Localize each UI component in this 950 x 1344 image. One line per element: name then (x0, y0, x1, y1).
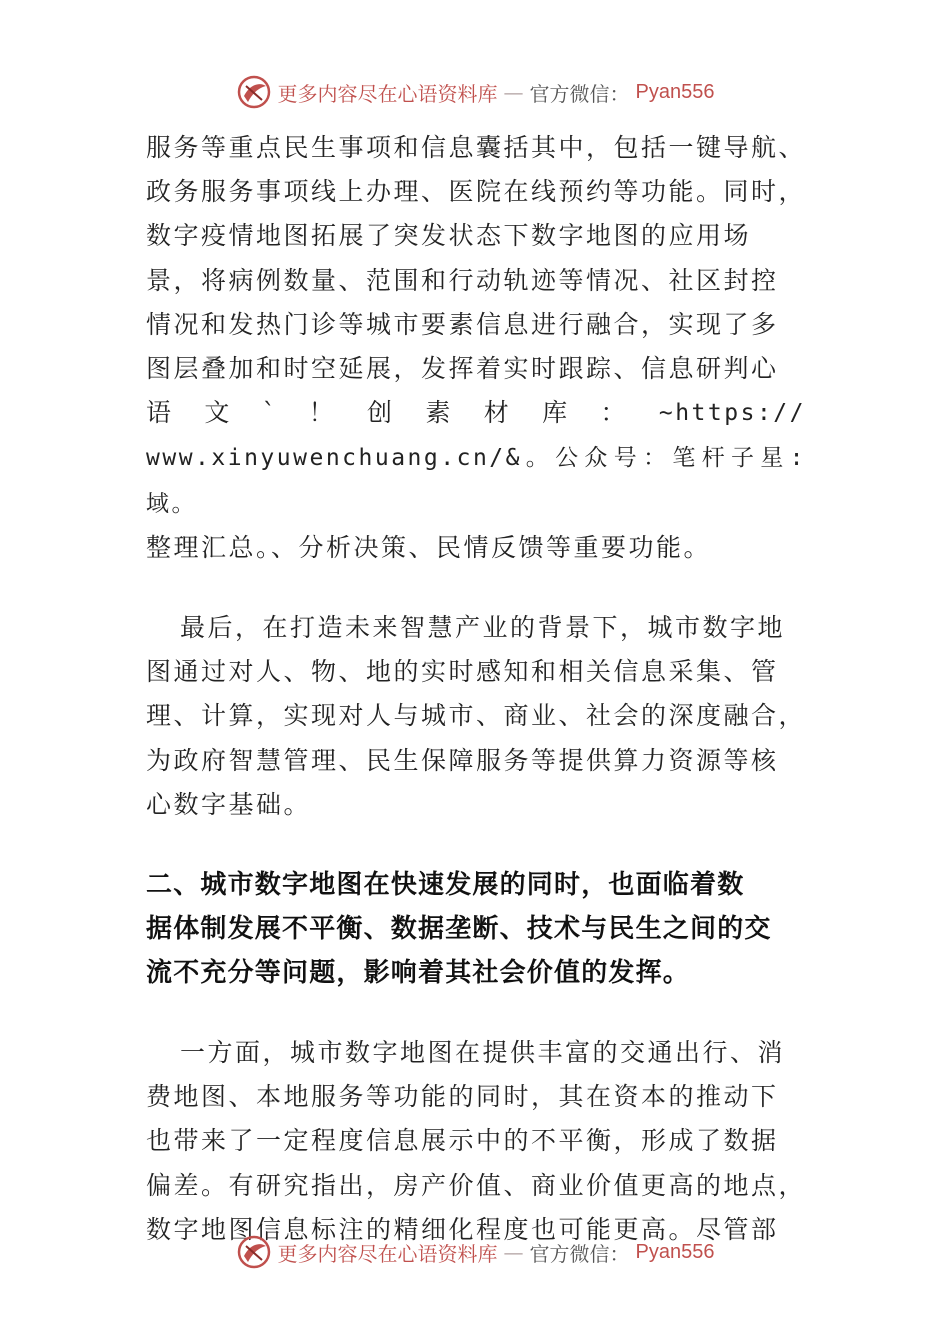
text-line: 景，将病例数量、范围和行动轨迹等情况、社区封控 (146, 265, 779, 295)
spread-char: 语 (146, 398, 174, 428)
banner-content (236, 1234, 715, 1270)
banner-wechat-id: Pyan556 (635, 1240, 715, 1263)
footer-banner (0, 1232, 950, 1272)
text-line (146, 1031, 806, 1075)
banner-title: 更多内容尽在心语资料库 (277, 81, 498, 106)
document-body (146, 126, 806, 1252)
banner-separator: — (503, 1240, 524, 1264)
spacer (146, 570, 806, 606)
heading-line: 据体制发展不平衡、数据垄断、技术与民生之间的交 (146, 914, 772, 945)
text-line: 图通过对人、物、地的实时感知和相关信息采集、管 (146, 657, 779, 687)
spread-char: 创 (366, 398, 395, 428)
text-span: 一方面，城市数字地图在提供丰富的交通出行、消 (180, 1038, 786, 1068)
url-text-line (146, 435, 806, 525)
spread-char: ！ (308, 398, 337, 428)
banner-wechat-label: 官方微信： (529, 81, 630, 106)
text-line: 图层叠加和时空延展，发挥着实时跟踪、信息研判心 (146, 354, 779, 384)
text-line: 数字疫情地图拓展了突发状态下数字地图的应用场 (146, 221, 752, 251)
url-text: www.xinyuwenchuang.cn/&。公众号：笔杆子星:域。 (146, 445, 806, 517)
spread-char: ` (262, 398, 278, 428)
heading-line: 流不充分等问题，影响着其社会价值的发挥。 (146, 958, 691, 989)
text-line: 为政府智慧管理、民生保障服务等提供算力资源等核 (146, 745, 779, 775)
logo-icon (236, 74, 272, 110)
heading-span: 二、城市数字地图在快速发展的同时，也面临着数 (146, 870, 745, 901)
banner-wechat-id: Pyan556 (635, 80, 715, 103)
spread-char: ： (600, 398, 628, 428)
text-line: 服务等重点民生事项和信息囊括其中，包括一键导航、 (146, 133, 807, 162)
section-heading (146, 863, 806, 995)
paragraph-1 (146, 126, 806, 570)
spacer (146, 827, 806, 863)
text-line (146, 606, 806, 650)
text-line: 整理汇总。、分析决策、民情反馈等重要功能。 (146, 532, 712, 562)
text-line: 情况和发热门诊等城市要素信息进行融合，实现了多 (146, 309, 779, 339)
text-line: 理、计算，实现对人与城市、商业、社会的深度融合， (146, 701, 807, 731)
header-banner (0, 72, 950, 112)
banner-content (236, 74, 715, 110)
text-line: 政务服务事项线上办理、医院在线预约等功能。同时， (146, 177, 807, 207)
text-line: 费地图、本地服务等功能的同时，其在资本的推动下 (146, 1082, 779, 1112)
spread-url: ~https:// (658, 400, 806, 427)
text-line: 偏差。有研究指出，房产价值、商业价值更高的地点， (146, 1170, 807, 1200)
spread-char: 材 (483, 398, 512, 428)
paragraph-3 (146, 1031, 806, 1252)
spread-line (146, 391, 806, 435)
text-line: 数字地图信息标注的精细化程度也可能更高。尽管部 (146, 1214, 779, 1244)
banner-title: 更多内容尽在心语资料库 (277, 1241, 498, 1266)
text-line: 心数字基础。 (146, 789, 312, 819)
heading-line (146, 863, 806, 907)
spacer (146, 995, 806, 1031)
spread-char: 库 (542, 398, 570, 428)
logo-icon (236, 1234, 272, 1270)
spread-char: 素 (425, 398, 453, 428)
text-span: 最后，在打造未来智慧产业的背景下，城市数字地 (180, 613, 786, 643)
banner-wechat-label: 官方微信： (529, 1241, 630, 1266)
spread-char: 文 (204, 398, 232, 428)
paragraph-2 (146, 606, 806, 827)
banner-separator: — (503, 80, 524, 104)
text-line: 也带来了一定程度信息展示中的不平衡，形成了数据 (146, 1126, 779, 1156)
